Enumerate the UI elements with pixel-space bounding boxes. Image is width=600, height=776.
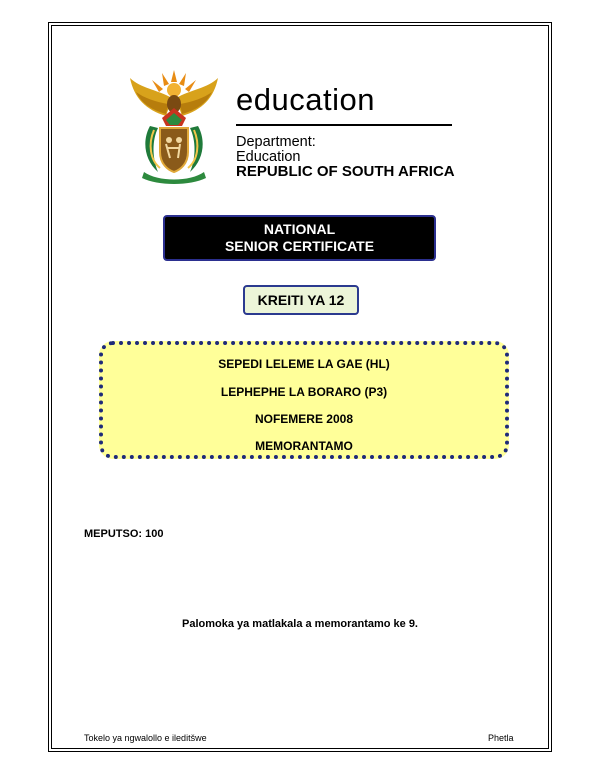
subject-title: SEPEDI LELEME LA GAE (HL): [218, 357, 390, 371]
grade-label: KREITI YA 12: [243, 285, 359, 315]
coat-of-arms-logo: [128, 68, 220, 186]
total-marks: MEPUTSO: 100: [84, 528, 164, 540]
subject-panel: [99, 341, 509, 459]
brand-wordmark: education: [236, 82, 375, 117]
paper-number: LEPHEPHE LA BORARO (P3): [220, 385, 388, 399]
certificate-line-1: NATIONAL: [263, 221, 336, 237]
department-name: Education: [236, 149, 301, 165]
copyright-footer: Tokelo ya ngwalollo e ileditšwe: [84, 733, 207, 743]
page-count-note: Palomoka ya matlakala a memorantamo ke 9.: [181, 618, 418, 630]
country-name: REPUBLIC OF SOUTH AFRICA: [236, 163, 455, 180]
document-type: MEMORANTAMO: [255, 439, 353, 453]
certificate-banner: [163, 215, 436, 261]
exam-date: NOFEMERE 2008: [254, 412, 354, 426]
certificate-line-2: SENIOR CERTIFICATE: [224, 238, 375, 254]
brand-rule: [236, 124, 452, 126]
turn-over-footer: Phetla: [488, 733, 514, 743]
department-label: Department:: [236, 134, 316, 150]
